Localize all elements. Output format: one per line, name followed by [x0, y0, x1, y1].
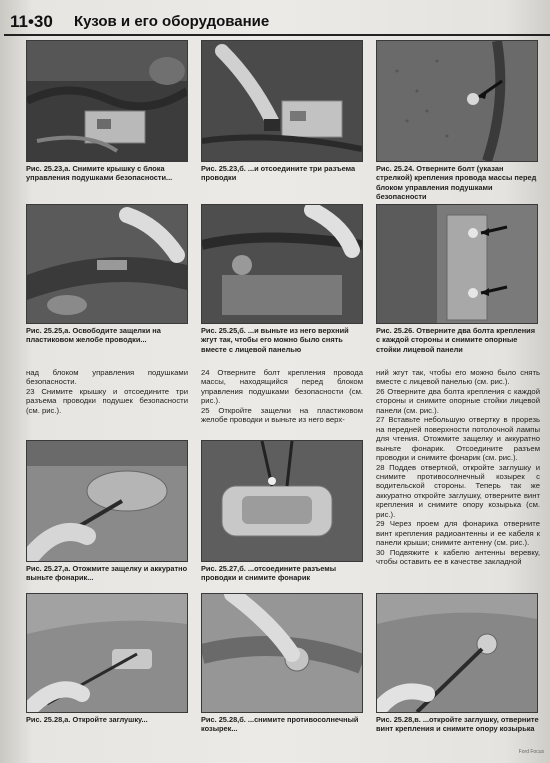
- photo-fig-25-26: [376, 204, 538, 324]
- caption-fig-25-27a: Рис. 25.27,а. Отожмите защелку и аккуратно выньте фонарик...: [26, 564, 188, 583]
- caption-fig-25-26: Рис. 25.26. Отверните два болта крепления с каждой стороны и снимите опорные стойки лицевой панели: [376, 326, 536, 354]
- caption-fig-25-25b: Рис. 25.25,б. ...и выньте из него верхний жгут так, чтобы его можно было снять вместе с лицевой панелью: [201, 326, 349, 354]
- photo-fig-25-28b: [201, 593, 363, 713]
- photo-fig-25-23b: [201, 40, 363, 162]
- page-header: [4, 12, 550, 34]
- text-column-2: [201, 368, 363, 425]
- photo-fig-25-24: [376, 40, 538, 162]
- paragraph: 28 Поддев отверткой, откройте заглушку и снимите противосолнечный козырек с водительской стороны. Теперь так же аккуратно откройте заглушку, отверните винт крепления и снимите опору козырька (см. рис.).: [376, 462, 540, 519]
- caption-fig-25-28c: Рис. 25.28,в. ...откройте заглушку, отверните винт крепления и снимите опору козырька: [376, 715, 539, 734]
- paragraph: 26 Отверните два болта крепления с каждой стороны и снимите опорные стойки лицевой панели (см. рис.).: [376, 386, 540, 415]
- photo-fig-25-28a: [26, 593, 188, 713]
- paragraph: 25 Откройте защелки на пластиковом желобе проводки и выньте из него верх-: [201, 405, 363, 425]
- paragraph: над блоком управления подушками безопасности.: [26, 368, 188, 387]
- page-number: 11•30: [10, 12, 53, 31]
- text-column-3: [376, 368, 540, 567]
- caption-fig-25-23b: Рис. 25.23,б. ...и отсоедините три разъема проводки: [201, 164, 356, 183]
- paragraph: 24 Отверните болт крепления провода массы, находящийся перед блоком управления подушками безопасности (см. рис.).: [201, 368, 363, 406]
- paragraph: 23 Снимите крышку и отсоедините три разъема проводки подушек безопасности (см. рис.).: [26, 386, 188, 415]
- chapter-title: Кузов и его оборудование: [74, 13, 270, 30]
- photo-fig-25-28c: [376, 593, 538, 713]
- photo-fig-25-27b: [201, 440, 363, 562]
- caption-fig-25-28a: Рис. 25.28,а. Откройте заглушку...: [26, 715, 148, 724]
- text-column-1: [26, 368, 188, 415]
- paragraph: ний жгут так, чтобы его можно было снять вместе с лицевой панелью (см. рис.).: [376, 368, 540, 387]
- caption-fig-25-23a: Рис. 25.23,а. Снимите крышку с блока управления подушками безопасности...: [26, 164, 173, 183]
- caption-fig-25-25a: Рис. 25.25,а. Освободите защелки на пластиковом желобе проводки...: [26, 326, 161, 345]
- corner-mark: Ford Focus: [518, 749, 544, 755]
- caption-fig-25-24: Рис. 25.24. Отверните болт (указан стрелкой) крепления провода массы перед блоком управления подушками безопасности: [376, 164, 537, 202]
- paragraph: 29 Через проем для фонарика отверните винт крепления радиоантенны и ее кабеля к панели крыши; снимите антенну (см. рис.).: [376, 519, 540, 548]
- caption-fig-25-28b: Рис. 25.28,б. ...снимите противосолнечный козырек...: [201, 715, 359, 734]
- caption-fig-25-27b: Рис. 25.27,б. ...отсоедините разъемы проводки и снимите фонарик: [201, 564, 337, 583]
- paragraph: 27 Вставьте небольшую отвертку в прорезь на передней поверхности потолочной лампы для чтения. Отожмите защелку и аккуратно выньте фонарик. Отсоедините разъем проводки и снимите фонарик (см. рис.).: [376, 415, 540, 463]
- photo-fig-25-27a: [26, 440, 188, 562]
- header-rule: [4, 34, 550, 36]
- photo-fig-25-25b: [201, 204, 363, 324]
- photo-fig-25-25a: [26, 204, 188, 324]
- photo-fig-25-23a: [26, 40, 188, 162]
- paragraph: 30 Подвяжите к кабелю антенны веревку, чтобы оставить ее в качестве закладной: [376, 547, 540, 567]
